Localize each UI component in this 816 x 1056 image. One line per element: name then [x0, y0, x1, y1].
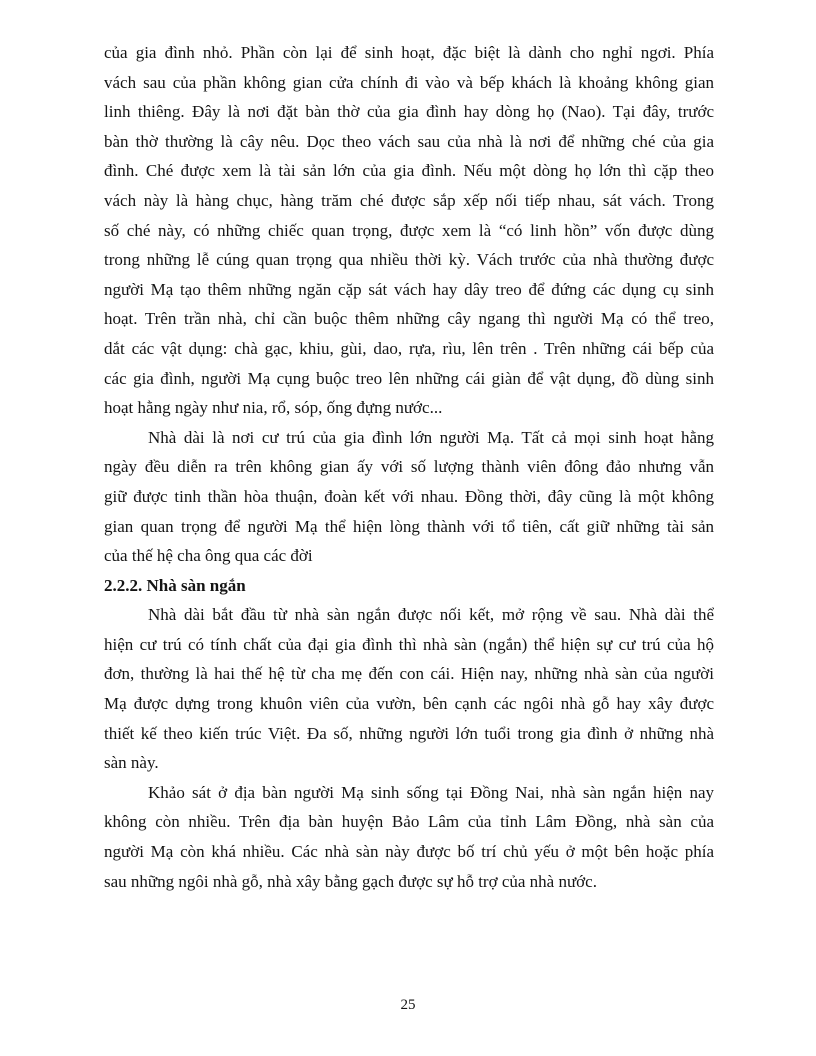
text-line: Nhà dài là nơi cư trú của gia đình lớn người Mạ. Tất cả mọi sinh hoạt hằng: [148, 427, 714, 447]
text-line: hoạt. Trên trần nhà, chỉ cần buộc thêm những cây ngang thì người Mạ có thể treo,: [104, 309, 714, 329]
text-line: dắt các vật dụng: chà gạc, khiu, gùi, dao, rựa, rìu, lên trên . Trên những cái bếp của: [104, 338, 714, 358]
text-line: vách này là hàng chục, hàng trăm ché được sắp xếp nối tiếp nhau, sát vách. Trong: [104, 190, 714, 210]
text-line: Mạ được dựng trong khuôn viên của vườn, bên cạnh các ngôi nhà gỗ hay xây được: [104, 694, 714, 714]
body-text: [104, 38, 714, 896]
text-line: hoạt hằng ngày như nia, rổ, sóp, ống đựng nước...: [104, 398, 443, 418]
text-line: của gia đình nhỏ. Phần còn lại để sinh hoạt, đặc biệt là dành cho nghỉ ngơi. Phía: [104, 43, 714, 62]
text-line: bàn thờ thường là cây nêu. Dọc theo vách sau của nhà là nơi để những ché của gia: [104, 131, 714, 151]
text-line: sau những ngôi nhà gỗ, nhà xây bằng gạch được sự hỗ trợ của nhà nước.: [104, 871, 597, 891]
text-line: vách sau của phần không gian cửa chính đi vào và bếp khách là khoảng không gian: [104, 72, 714, 92]
paragraph: [104, 778, 714, 896]
text-line: thiết kế theo kiến trúc Việt. Đa số, những người lớn tuổi trong gia đình ở những nhà: [104, 723, 714, 743]
text-line: các gia đình, người Mạ cụng buộc treo lên những cái giàn để vật dụng, đồ dùng sinh: [104, 368, 714, 388]
text-line: đơn, thường là hai thế hệ từ cha mẹ đến con cái. Hiện nay, những nhà sàn của người: [104, 664, 714, 684]
text-line: linh thiêng. Đây là nơi đặt bàn thờ của gia đình hay dòng họ (Nao). Tại đây, trước: [104, 102, 714, 122]
text-line: gian quan trọng để người Mạ thể hiện lòng thành với tổ tiên, cất giữ những tài sản: [104, 516, 714, 536]
text-line: của thế hệ cha ông qua các đời: [104, 546, 313, 566]
paragraph: [104, 600, 714, 778]
section-heading: 2.2.2. Nhà sàn ngắn: [104, 575, 246, 595]
text-line: người Mạ tạo thêm những ngăn cặp sát vách hay dây treo để đứng các dụng cụ sinh: [104, 279, 714, 299]
text-line: trong những lễ cúng quan trọng qua nhiều thời kỳ. Vách trước của nhà thường được: [104, 250, 714, 270]
text-line: người Mạ còn khá nhiều. Các nhà sàn này được bố trí chủ yếu ở một bên hoặc phía: [104, 842, 714, 862]
text-line: số ché này, có những chiếc quan trọng, được xem là “có linh hồn” vốn được dùng: [104, 220, 714, 240]
text-line: hiện cư trú có tính chất của đại gia đình thì nhà sàn (ngắn) thể hiện sự cư trú của hộ: [104, 634, 714, 654]
text-line: đình. Ché được xem là tài sản lớn của gia đình. Nếu một dòng họ lớn thì cặp theo: [104, 161, 714, 181]
text-line: sàn này.: [104, 753, 159, 773]
text-line: không còn nhiều. Trên địa bàn huyện Bảo Lâm của tỉnh Lâm Đồng, nhà sàn của: [104, 812, 714, 832]
text-line: Khảo sát ở địa bàn người Mạ sinh sống tại Đồng Nai, nhà sàn ngắn hiện nay: [148, 782, 714, 802]
paragraph: [104, 38, 714, 423]
text-line: Nhà dài bắt đầu từ nhà sàn ngắn được nối kết, mở rộng về sau. Nhà dài thể: [148, 605, 714, 625]
text-line: ngày đều diễn ra trên không gian ấy với số lượng thành viên đông đảo nhưng vẫn: [104, 457, 714, 477]
text-line: giữ được tinh thần hòa thuận, đoàn kết với nhau. Đồng thời, đây cũng là một không: [104, 486, 714, 506]
page-number: 25: [400, 997, 416, 1013]
paragraph: [104, 423, 714, 571]
